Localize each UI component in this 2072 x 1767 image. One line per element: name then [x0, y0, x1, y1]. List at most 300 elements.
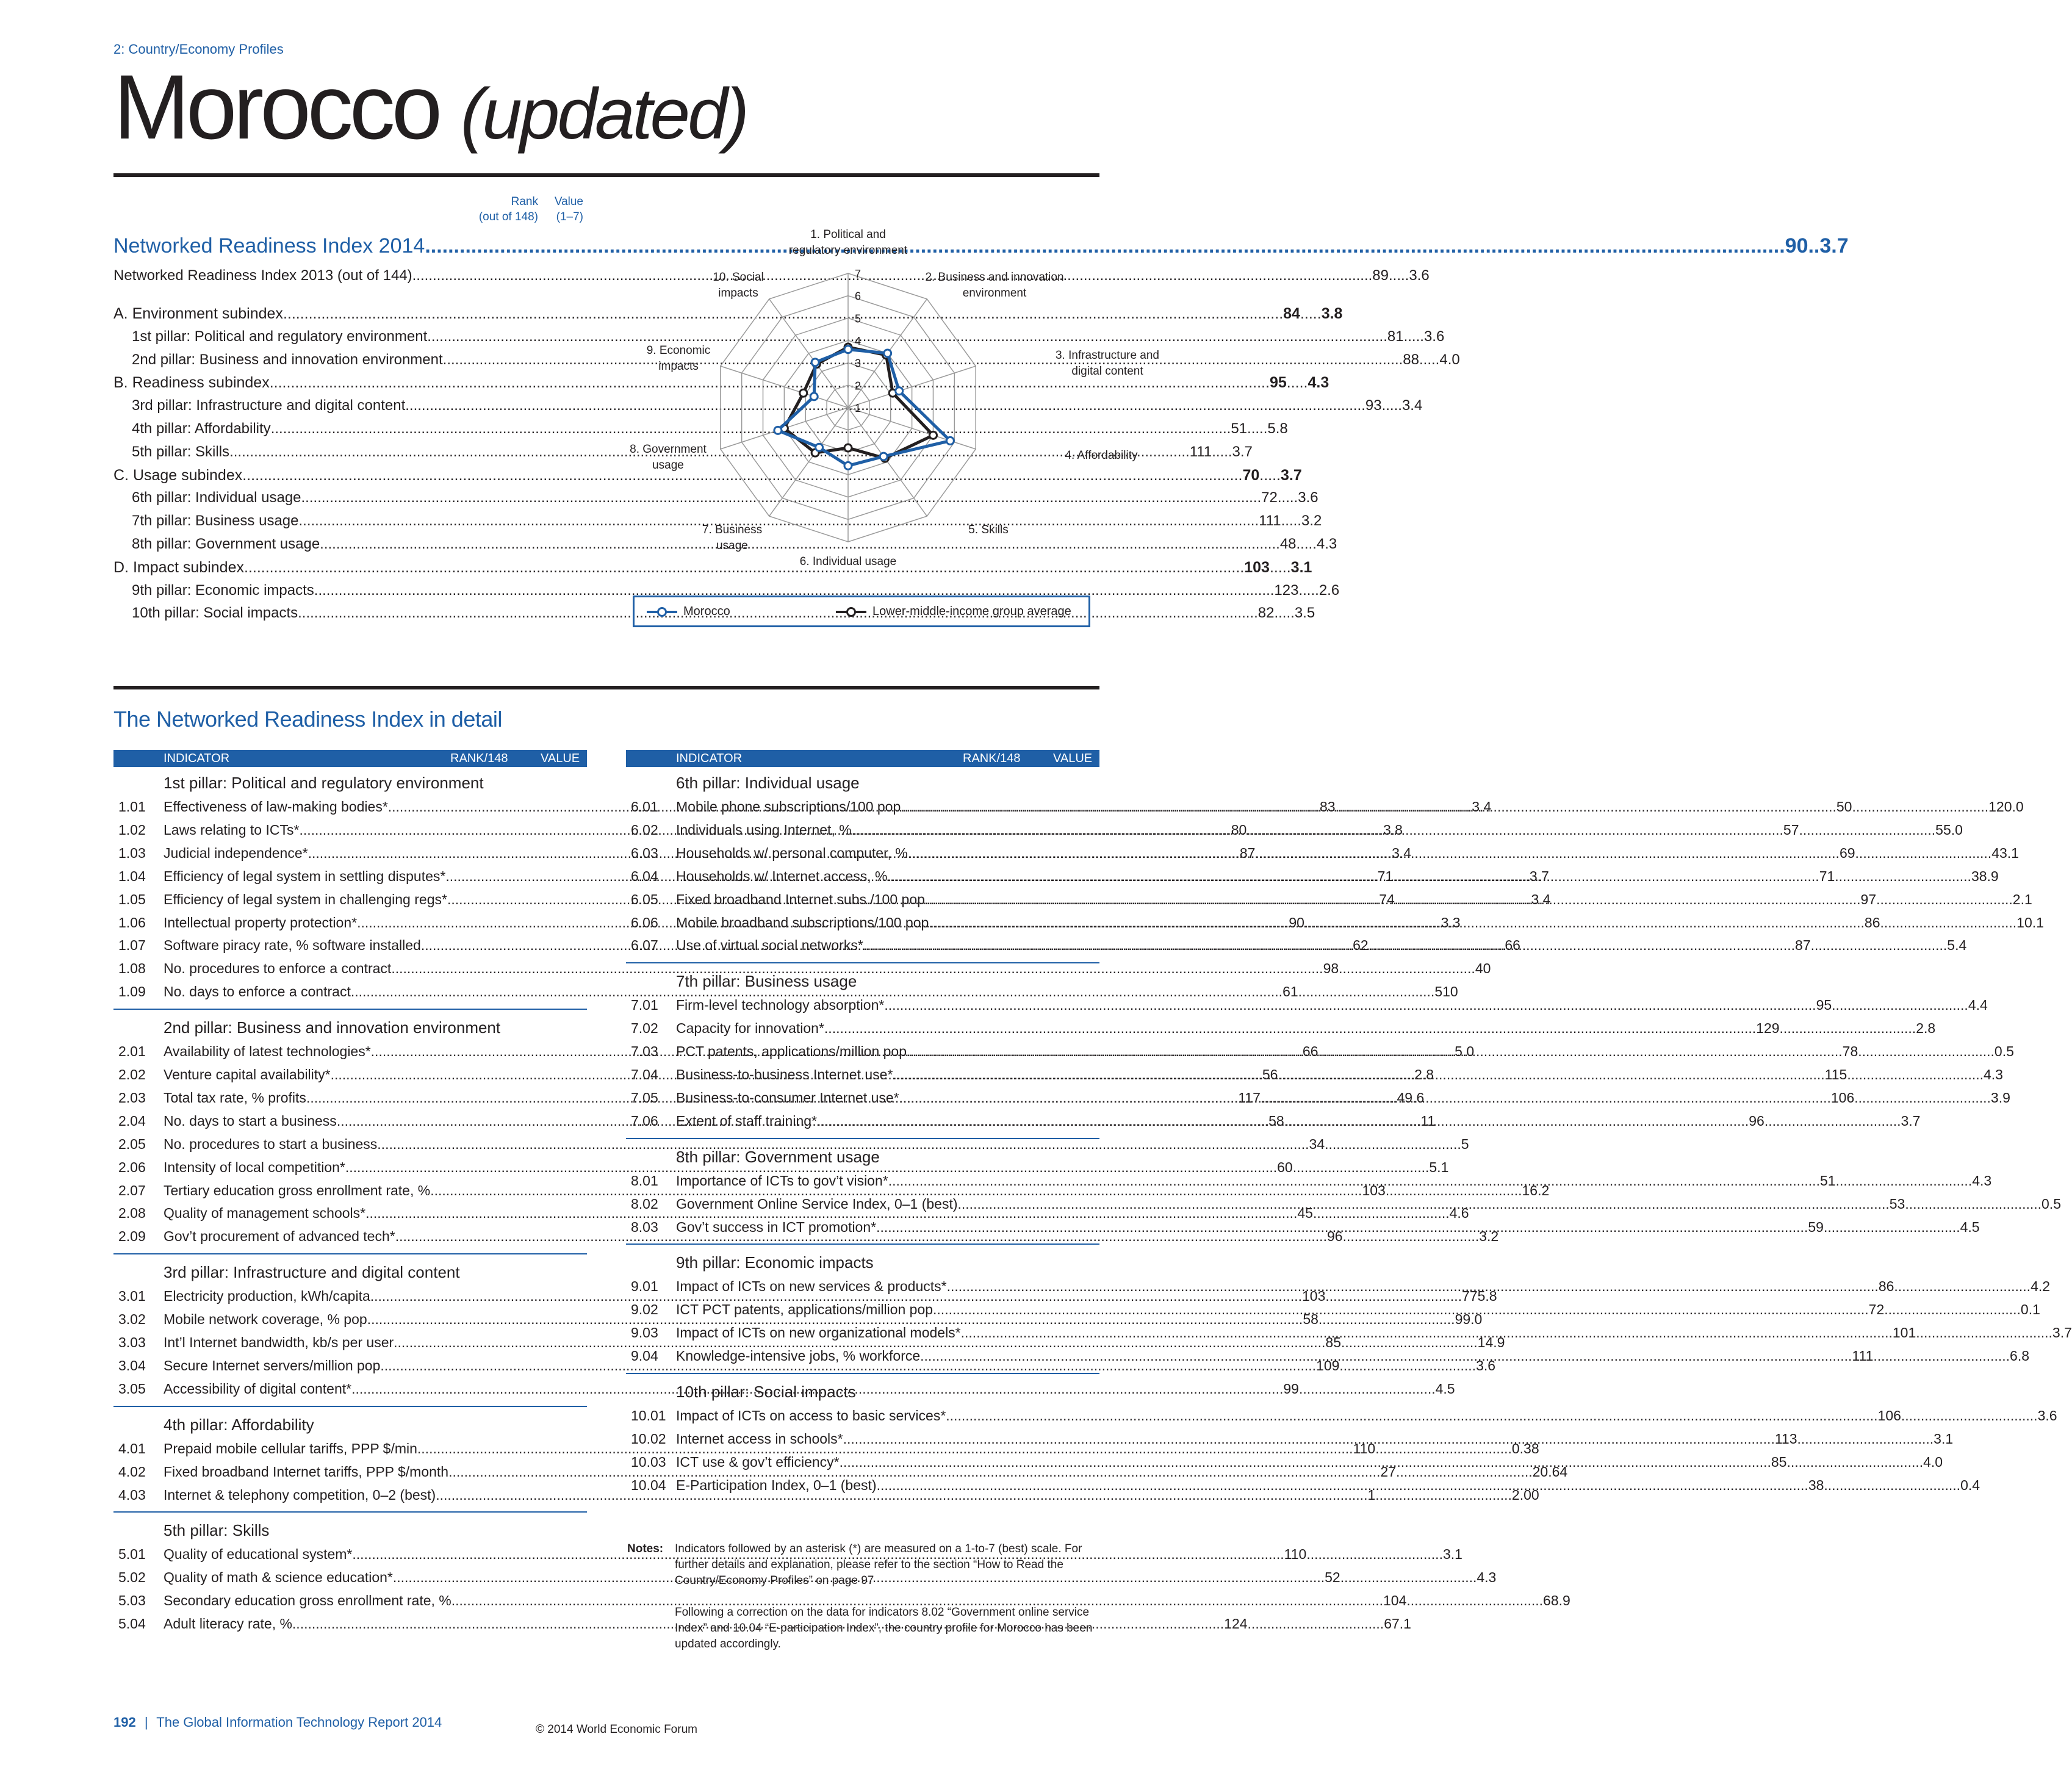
row-rank: 103: [1244, 558, 1270, 576]
indicator-value: 2.8: [1916, 1020, 1936, 1037]
leader-dots: [1248, 1616, 1384, 1632]
indicator-label: Capacity for innovation*: [676, 1020, 824, 1037]
leader-dots: [1854, 1090, 1991, 1106]
indicator-number: 7.04: [631, 1067, 658, 1082]
leader-dots: [1278, 489, 1298, 506]
leader-dots: [929, 891, 1860, 908]
leader-dots: [1905, 1196, 2041, 1212]
indicator-rank: 85: [1325, 1334, 1341, 1350]
indicator-row: [626, 1406, 2057, 1424]
indicator-number: 5.04: [118, 1616, 146, 1632]
indicator-rank: 87: [1239, 844, 1256, 861]
radar-axis-label-line: 1. Political and: [810, 228, 886, 241]
indicator-number: 2.03: [118, 1089, 146, 1106]
indicator-rank: 95: [1816, 997, 1832, 1013]
indicator-number: 2.08: [118, 1205, 146, 1222]
indicator-rank: 83: [1320, 799, 1336, 815]
subindex-row: [113, 305, 1343, 323]
leader-dots: [1855, 845, 1992, 862]
indicator-label: Total tax rate, % profits: [164, 1089, 306, 1106]
indicator-number: 7.01: [631, 997, 658, 1013]
pillar-title: 3rd pillar: Infrastructure and digital content: [164, 1263, 460, 1282]
radar-axis-label: [713, 271, 763, 300]
indicator-body: [164, 960, 1491, 977]
indicator-label: Efficiency of legal system in challenging regs*: [164, 891, 447, 907]
indicator-number: 2.01: [118, 1043, 146, 1060]
indicator-rank: 27: [1380, 1463, 1396, 1480]
leader-dots: [908, 845, 1840, 862]
row-value: 3.6: [1423, 328, 1445, 345]
radar-point-0: [896, 387, 903, 395]
leader-dots: [1894, 1278, 2031, 1295]
indicator-rank: 98: [1323, 960, 1339, 977]
leader-dots: [1836, 1173, 1973, 1189]
indicator-row: [626, 1323, 2072, 1341]
indicator-body: [676, 1348, 2030, 1364]
radar-axis-label: [968, 524, 1008, 536]
indicator-value-cell: [1325, 1135, 1469, 1153]
leader-dots: [1780, 1020, 1916, 1037]
indicator-number: 2.06: [118, 1159, 146, 1175]
indicator-rank: 58: [1268, 1112, 1284, 1129]
indicator-value: 66: [1505, 937, 1520, 954]
indicator-rank: 110: [1353, 1440, 1376, 1456]
leader-dots: [817, 1113, 1749, 1129]
indicator-number: 5.01: [118, 1546, 146, 1563]
radar-axis-label-line: impacts: [658, 360, 699, 373]
indicator-number: 3.03: [118, 1334, 146, 1350]
row-value: 3.7: [1232, 443, 1253, 460]
indicator-value: 3.6: [2037, 1408, 2057, 1423]
indicator-label: Laws relating to ICTs*: [164, 821, 300, 838]
indicator-row: [626, 1171, 1992, 1189]
indicator-value: 5.0: [1455, 1043, 1475, 1060]
indicator-body: [676, 1408, 2057, 1424]
pillar-title: 10th pillar: Social impacts: [676, 1383, 856, 1401]
indicator-label: Quality of math & science education*: [164, 1569, 393, 1586]
indicator-value-cell: [1916, 1325, 2072, 1341]
indicator-rank: 86: [1864, 914, 1880, 930]
indicator-value-cell: [1835, 868, 1999, 885]
pillar-title: 4th pillar: Affordability: [164, 1415, 314, 1434]
leader-dots: [884, 997, 1816, 1013]
pillar-separator: [113, 1406, 587, 1407]
indicator-label: Tertiary education gross enrollment rate, %: [164, 1182, 431, 1198]
indicator-label: No. days to enforce a contract: [164, 984, 351, 1000]
indicator-label: Individuals using Internet, %: [676, 821, 852, 838]
leader-dots: [877, 1477, 1808, 1494]
pillar-title: 2nd pillar: Business and innovation environment: [164, 1018, 501, 1037]
indicator-rank: 72: [1868, 1301, 1885, 1318]
radar-axis-label: [1065, 449, 1138, 462]
radar-axis-label-line: 7. Business: [702, 524, 763, 536]
indicator-number: 1.09: [118, 984, 146, 1000]
indicator-body: [676, 997, 1988, 1013]
indicator-number: 6.04: [631, 868, 658, 884]
title-rule: [113, 173, 1099, 177]
notes-heading: Notes:: [627, 1542, 664, 1555]
indicator-body: [676, 1301, 2040, 1318]
leader-dots: [1764, 1113, 1901, 1129]
indicator-value: 11: [1420, 1112, 1436, 1129]
report-title: The Global Information Technology Report 2014: [156, 1715, 442, 1730]
indicator-number: 2.07: [118, 1182, 146, 1198]
indicator-label: Government Online Service Index, 0–1 (best): [676, 1195, 958, 1212]
notes-body: [675, 1541, 1092, 1652]
indicator-number: 3.04: [118, 1357, 146, 1373]
leader-dots: [887, 868, 1819, 885]
indicator-number: 6.02: [631, 821, 658, 838]
pillar-separator: [626, 1138, 1099, 1139]
head-rank: RANK/148: [450, 752, 508, 765]
row-label: A. Environment subindex: [113, 305, 283, 322]
row-label: 7th pillar: Business usage: [132, 513, 299, 530]
leader-dots: [905, 799, 1836, 815]
indicator-rank: 109: [1316, 1357, 1340, 1373]
indicator-value: 99.0: [1455, 1311, 1483, 1328]
indicator-body: [164, 1357, 1496, 1374]
radar-axis-label-line: usage: [652, 459, 684, 472]
radar-axis-label: [800, 555, 896, 568]
indicator-value-cell: [1894, 1278, 2051, 1295]
indicator-number: 1.02: [118, 821, 146, 838]
indicator-label: Households w/ Internet access, %: [676, 868, 888, 884]
indicator-label: Venture capital availability*: [164, 1067, 331, 1082]
indicator-value: 3.8: [1383, 821, 1403, 838]
indicator-number: 8.02: [631, 1195, 658, 1212]
indicator-rank: 111: [1852, 1348, 1874, 1364]
indicator-number: 7.06: [631, 1112, 658, 1129]
indicator-number: 7.02: [631, 1020, 658, 1037]
row-label: 5th pillar: Skills: [132, 443, 230, 460]
indicator-body: [164, 1486, 1539, 1503]
radar-series-line-0: [778, 350, 950, 466]
radar-axis-label-line: digital content: [1071, 365, 1143, 378]
leader-dots: [1404, 328, 1424, 345]
legend-item-morocco: [647, 605, 730, 619]
indicator-row: [626, 1194, 2061, 1212]
indicator-value: 3.7: [2052, 1325, 2072, 1341]
indicator-value-cell: [1876, 891, 2032, 908]
indicator-rank: 106: [1877, 1408, 1901, 1423]
indicator-number: 8.03: [631, 1218, 658, 1235]
radar-axis-label-line: 5. Skills: [968, 524, 1009, 536]
indicator-rank: 85: [1771, 1453, 1787, 1470]
indicator-row: [113, 959, 1491, 977]
radar-axis-label: [702, 524, 762, 552]
indicator-row: [113, 982, 1458, 1000]
indicator-value: 3.4: [1531, 891, 1551, 907]
indicator-value-cell: [1799, 821, 1963, 838]
indicator-rank: 129: [1756, 1020, 1780, 1037]
indicator-label: Accessibility of digital content*: [164, 1380, 352, 1397]
indicator-body: [164, 1182, 1550, 1199]
leader-dots: [863, 937, 1795, 954]
nri-2014-value: 3.7: [1819, 234, 1849, 257]
indicator-label: Importance of ICTs to gov’t vision*: [676, 1172, 888, 1189]
pillar-separator: [113, 1009, 587, 1010]
page-title: [113, 55, 747, 166]
indicator-number: 6.03: [631, 844, 658, 861]
indicator-label: Quality of management schools*: [164, 1205, 366, 1222]
indicator-rank: 97: [1860, 891, 1877, 907]
radar-axis-label-line: 3. Infrastructure and: [1055, 349, 1160, 362]
indicator-rank: 124: [1224, 1616, 1248, 1632]
row-rank: 111: [1189, 443, 1212, 460]
indicator-row: [113, 1181, 1550, 1199]
nri-2013-rank: 89: [1372, 267, 1389, 284]
head-value: VALUE: [541, 752, 580, 765]
indicator-label: Availability of latest technologies*: [164, 1043, 371, 1060]
indicator-number: 3.01: [118, 1288, 146, 1305]
pillar-title: 8th pillar: Government usage: [676, 1147, 880, 1166]
leader-dots: [1339, 960, 1475, 977]
radar-axis-label: [630, 443, 707, 472]
pillar-title: 6th pillar: Individual usage: [676, 774, 860, 792]
copyright: © 2014 World Economic Forum: [536, 1723, 697, 1736]
indicator-rank: 58: [1303, 1311, 1318, 1328]
legend-label-group-average: Lower-middle-income group average: [872, 605, 1071, 618]
leader-dots: [1270, 559, 1291, 577]
indicator-label: Adult literacy rate, %: [164, 1616, 292, 1632]
indicator-number: 6.06: [631, 914, 658, 930]
indicator-value: 49.6: [1397, 1089, 1425, 1106]
indicator-value-cell: [1855, 844, 2019, 862]
indicator-label: Electricity production, kWh/capita: [164, 1288, 370, 1305]
leader-dots: [1298, 582, 1318, 599]
indicator-label: Impact of ICTs on new organizational models*: [676, 1325, 961, 1341]
row-value: 3.1: [1290, 558, 1312, 576]
indicator-rank: 101: [1892, 1325, 1916, 1341]
radar-axis-label-line: 10. Social: [713, 271, 764, 284]
legend-item-group-average: [836, 605, 1071, 619]
radar-tick-label: 5: [854, 312, 862, 325]
indicator-label: Quality of educational system*: [164, 1546, 353, 1563]
indicator-value-cell: [1306, 1546, 1462, 1563]
footer-left: [113, 1715, 442, 1730]
indicator-label: Efficiency of legal system in settling disputes*: [164, 868, 446, 884]
radar-tick-label: 7: [854, 268, 862, 280]
indicator-label: Extent of staff training*: [676, 1112, 817, 1129]
indicator-value-cell: [1880, 914, 2044, 931]
indicator-value: 4.3: [1984, 1067, 2003, 1082]
leader-dots: [843, 1431, 1775, 1447]
nri-2014-rank: 90: [1785, 234, 1808, 257]
indicator-value-cell: [1852, 799, 2024, 815]
notes-spacer: [675, 1589, 1092, 1605]
indicator-label: Secondary education gross enrollment rate, %: [164, 1592, 451, 1609]
indicator-value: 3.7: [1529, 868, 1549, 884]
indicator-rank: 110: [1284, 1546, 1307, 1563]
row-label: 6th pillar: Individual usage: [132, 489, 301, 506]
indicator-number: 4.03: [118, 1486, 146, 1503]
nri-2013-label: Networked Readiness Index 2013 (out of 144): [113, 267, 412, 284]
indicator-value-cell: [1248, 1616, 1411, 1632]
indicator-number: 1.04: [118, 868, 146, 884]
indicator-row: [626, 995, 1988, 1013]
indicator-body: [676, 1278, 2051, 1295]
indicator-rank: 61: [1282, 984, 1298, 1000]
notes-line: Country/Economy Profiles” on page 97: [675, 1574, 874, 1587]
indicator-rank: 57: [1783, 821, 1799, 838]
legend-label-morocco: Morocco: [683, 605, 730, 618]
indicator-label: Intellectual property protection*: [164, 914, 358, 930]
leader-dots: [1824, 1219, 1960, 1236]
indicator-label: Business-to-consumer Internet use*: [676, 1089, 899, 1106]
indicator-rank: 56: [1262, 1067, 1278, 1082]
subindex-row: [113, 374, 1329, 392]
indicator-value-cell: [1811, 937, 1967, 954]
indicator-body: [676, 1453, 1943, 1470]
leader-dots: [910, 1043, 1842, 1060]
row-value: 4.3: [1308, 374, 1329, 392]
pillar-row: [113, 581, 1340, 599]
indicator-value-cell: [1884, 1301, 2040, 1318]
indicator-value: 4.5: [1435, 1380, 1455, 1397]
leader-dots: [1281, 513, 1301, 530]
notes-line: Following a correction on the data for indicators 8.02 “Government online service: [675, 1606, 1090, 1619]
leader-dots: [1799, 822, 1936, 838]
indicator-number: 6.01: [631, 799, 658, 815]
head-indicator: INDICATOR: [676, 752, 743, 765]
pillar-row: [113, 489, 1318, 506]
indicator-value: 0.5: [1994, 1043, 2014, 1060]
indicator-label: Use of virtual social networks*: [676, 937, 863, 954]
leader-dots: ..: [1808, 234, 1820, 257]
indicator-rank: 38: [1808, 1477, 1824, 1493]
indicator-value: 4.4: [1968, 997, 1988, 1013]
leader-dots: [1247, 420, 1267, 437]
indicator-body: [676, 1218, 1980, 1236]
pillar-separator: [113, 1253, 587, 1254]
indicator-value: 3.4: [1472, 799, 1492, 815]
nri-2013-value: 3.6: [1409, 267, 1430, 284]
radar-axis-label-line: impacts: [718, 287, 758, 300]
indicator-rank: 66: [1302, 1043, 1318, 1060]
indicator-rank: 53: [1889, 1195, 1905, 1212]
indicator-rank: 78: [1842, 1043, 1858, 1060]
leader-dots: [961, 1325, 1893, 1341]
indicator-value: 3.1: [1934, 1430, 1954, 1447]
indicator-value-cell: [1901, 1408, 2057, 1424]
indicator-body: [164, 1159, 1449, 1176]
indicator-value: 0.1: [2020, 1301, 2040, 1318]
notes-line: further details and explanation, please refer to the section “How to Read the: [675, 1558, 1063, 1571]
indicator-number: 3.02: [118, 1311, 146, 1328]
footer-separator: |: [144, 1715, 148, 1730]
head-value: VALUE: [1053, 752, 1093, 765]
radar-axis-label: [789, 228, 908, 257]
row-rank: 111: [1259, 513, 1281, 530]
indicator-rank: 86: [1878, 1278, 1894, 1295]
indicator-value: 3.6: [1476, 1357, 1496, 1373]
row-rank: 93: [1365, 397, 1382, 414]
row-value: 2.6: [1318, 581, 1340, 599]
leader-dots: [1382, 397, 1402, 414]
indicator-label: Mobile network coverage, % pop.: [164, 1311, 372, 1328]
radar-point-0: [816, 444, 823, 451]
row-label: 10th pillar: Social impacts: [132, 605, 298, 622]
chart-legend: [633, 596, 1090, 627]
indicator-number: 9.03: [631, 1325, 658, 1341]
indicator-rank: 69: [1839, 844, 1855, 861]
notes-line: Index” and 10.04 “E-participation Index”, the country profile for Morocco has been: [675, 1622, 1093, 1635]
indicator-value-cell: [1858, 1043, 2014, 1060]
indicator-value-cell: [1780, 1020, 1936, 1037]
indicator-rank: 59: [1808, 1218, 1824, 1235]
leader-dots: [1832, 997, 1968, 1013]
indicator-value: 4.0: [1923, 1453, 1943, 1470]
indicator-rank: 45: [1297, 1205, 1313, 1222]
leader-dots: [1824, 1477, 1960, 1494]
indicator-label: Impact of ICTs on new services & products*: [676, 1278, 947, 1295]
radar-point-0: [811, 359, 819, 366]
rank-head-sub: (out of 148): [478, 211, 538, 223]
leader-dots: [1916, 1325, 2052, 1341]
indicator-value-cell: [1824, 1477, 1980, 1494]
indicator-value-cell: [1836, 1172, 1992, 1189]
indicator-value: 0.5: [2041, 1195, 2061, 1212]
leader-dots: [1884, 1301, 2021, 1318]
head-indicator: INDICATOR: [164, 752, 230, 765]
row-rank: 84: [1283, 305, 1300, 322]
indicator-body: [164, 1463, 1568, 1480]
row-label: 9th pillar: Economic impacts: [132, 581, 314, 599]
leader-dots: [824, 1020, 1756, 1037]
indicator-value-cell: [1847, 1067, 2003, 1083]
row-label: 8th pillar: Government usage: [132, 536, 320, 552]
indicator-value: 3.2: [1479, 1228, 1499, 1245]
indicator-label: Fixed broadband Internet subs./100 pop.: [676, 891, 929, 907]
indicator-number: 9.01: [631, 1278, 658, 1295]
indicator-label: Business-to-business Internet use*: [676, 1067, 893, 1082]
row-value: 4.0: [1439, 351, 1460, 368]
radar-tick-label: 6: [854, 290, 862, 303]
indicator-value: 775.8: [1462, 1288, 1497, 1305]
indicator-value-cell: [1905, 1195, 2061, 1212]
indicator-rank: 90: [1289, 914, 1304, 930]
indicator-value-cell: [1339, 960, 1491, 977]
leader-dots: [1406, 1592, 1543, 1609]
leader-dots: [920, 1348, 1852, 1364]
indicator-number: 2.09: [118, 1228, 146, 1245]
indicator-row: [113, 1134, 1469, 1153]
pillar-title: 1st pillar: Political and regulatory environment: [164, 774, 484, 792]
leader-dots: [1901, 1408, 2038, 1424]
indicator-value: 20.64: [1532, 1463, 1568, 1480]
leader-dots: [1786, 1454, 1923, 1470]
row-label: 2nd pillar: Business and innovation environment: [132, 351, 443, 368]
radar-tick-label: 2: [854, 380, 862, 392]
indicator-number: 10.01: [631, 1408, 666, 1423]
indicator-rank: 103: [1302, 1288, 1326, 1305]
leader-dots: [947, 1278, 1879, 1295]
indicator-number: 2.04: [118, 1112, 146, 1129]
detail-table-head-right: [626, 750, 1099, 767]
indicator-value-cell: [1797, 1430, 1954, 1447]
section-label: 2: Country/Economy Profiles: [113, 41, 284, 57]
indicator-label: PCT patents, applications/million pop.: [676, 1043, 911, 1060]
indicator-body: [164, 1592, 1570, 1609]
radar-axis-label-line: 8. Government: [630, 443, 707, 456]
indicator-label: Internet access in schools*: [676, 1430, 843, 1447]
indicator-label: Prepaid mobile cellular tariffs, PPP $/min.: [164, 1440, 422, 1456]
leader-dots: [958, 1196, 1890, 1212]
indicator-value: 3.7: [1901, 1112, 1921, 1129]
leader-dots: [1300, 305, 1322, 323]
row-value: 4.3: [1316, 536, 1337, 552]
indicator-row: [626, 1276, 2051, 1295]
